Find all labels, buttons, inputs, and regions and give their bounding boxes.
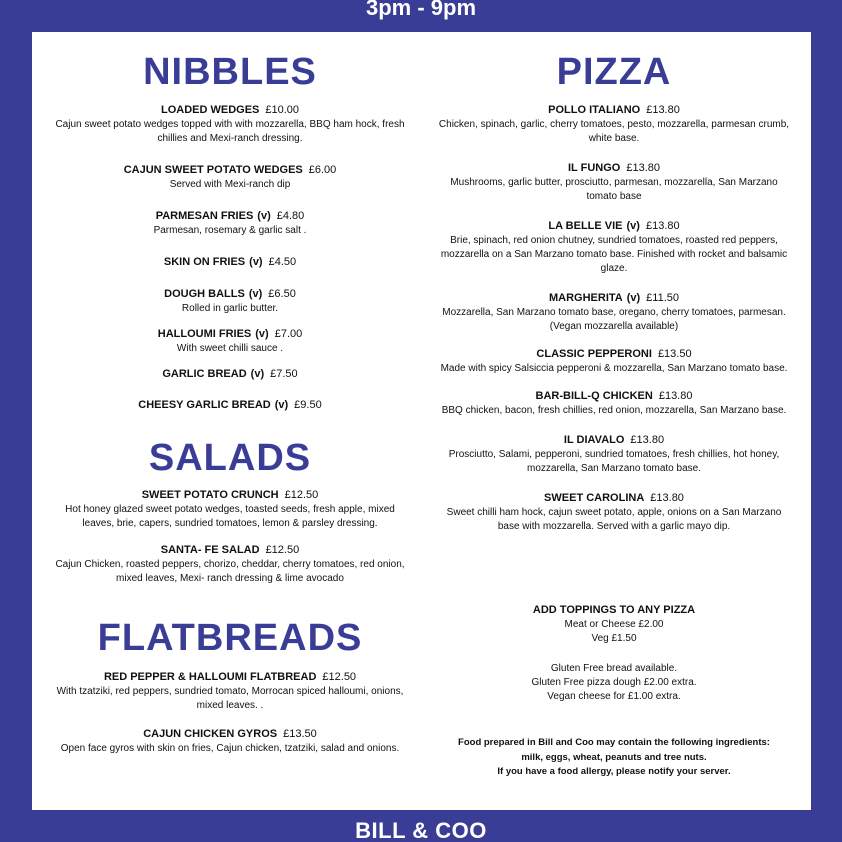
item-description: With sweet chilli sauce . [176, 343, 284, 354]
menu-item [54, 543, 406, 586]
menu-item [436, 219, 792, 276]
menu-item [54, 727, 406, 756]
menu-item [436, 347, 792, 376]
allergy-line-2: milk, eggs, wheat, peanuts and tree nuts. [521, 751, 707, 763]
menu-item-name [436, 389, 792, 404]
salads-title: SALADS [148, 437, 312, 479]
item-title: MARGHERITA [548, 292, 623, 304]
item-description: Prosciutto, Salami, pepperoni, sundried tomatoes, fresh chillies, hot honey, mozzarella, San Marzano tomato base. [448, 449, 780, 474]
item-description: Served with Mexi-ranch dip [169, 179, 291, 190]
allergy-line-3: If you have a food allergy, please notify your server. [497, 766, 731, 777]
item-title: LA BELLE VIE [548, 220, 623, 232]
item-price: £13.80 [630, 434, 665, 446]
item-price: £13.80 [645, 220, 680, 232]
brand-footer: BILL & COO [355, 818, 487, 842]
item-description: Chicken, spinach, garlic, cherry tomatoes, pesto, mozzarella, parmesan crumb, white base. [438, 119, 790, 144]
vegetarian-mark: (v) [257, 210, 271, 222]
item-title: PARMESAN FRIES [155, 210, 254, 222]
menu-panel [32, 32, 811, 810]
menu-item-name [54, 163, 406, 178]
item-description: BBQ chicken, bacon, fresh chillies, red onion, mozzarella, San Marzano base. [441, 405, 787, 416]
item-title: SWEET CAROLINA [544, 492, 645, 504]
item-description: With tzatziki, red peppers, sundried tomato, Morrocan spiced halloumi, onions, mixed leaves. . [56, 686, 404, 711]
menu-item [54, 103, 406, 146]
menu-item [54, 488, 406, 531]
menu-item [54, 209, 406, 238]
item-title: DOUGH BALLS [164, 288, 245, 300]
item-price: £11.50 [646, 292, 679, 304]
item-title: SWEET POTATO CRUNCH [141, 489, 279, 501]
item-title: SKIN ON FRIES [163, 256, 246, 268]
item-price: £6.50 [268, 288, 296, 300]
allergy-line-1: Food prepared in Bill and Coo may contain the following ingredients: [458, 737, 770, 748]
vegetarian-mark: (v) [255, 328, 269, 340]
toppings-meat: Meat or Cheese £2.00 [564, 619, 664, 630]
menu-item-name [436, 291, 792, 306]
menu-item-name [54, 367, 406, 382]
menu-item [54, 367, 406, 382]
item-title: CAJUN CHICKEN GYROS [143, 728, 278, 740]
nibbles-list [54, 103, 406, 413]
item-title: POLLO ITALIANO [548, 104, 641, 116]
menu-item [436, 161, 792, 204]
item-price: £4.80 [276, 210, 305, 222]
menu-item-name [436, 103, 792, 118]
menu-item-name [54, 398, 406, 413]
item-title: IL FUNGO [567, 162, 621, 174]
vegetarian-mark: (v) [274, 399, 289, 411]
item-description: Hot honey glazed sweet potato wedges, toasted seeds, fresh apple, mixed leaves, brie, capers, sundried tomatoes, lemon & parsley dressing. [65, 504, 395, 529]
pizza-list [436, 103, 792, 534]
menu-item [436, 389, 792, 418]
item-price: £12.50 [284, 489, 319, 501]
menu-item-name [54, 327, 406, 342]
menu-item-name [54, 209, 406, 224]
menu-item [54, 287, 406, 316]
menu-item-name [54, 287, 406, 302]
pizza-title: PIZZA [556, 51, 672, 93]
opening-hours: 3pm - 9pm [365, 0, 477, 20]
item-price: £4.50 [268, 256, 297, 268]
menu-item-name [54, 727, 406, 742]
menu-item-name [54, 255, 406, 270]
vegetarian-mark: (v) [250, 368, 265, 380]
item-title: CLASSIC PEPPERONI [536, 348, 652, 360]
flatbreads-list [54, 670, 406, 756]
item-price: £13.50 [283, 728, 317, 740]
vegetarian-mark: (v) [626, 220, 640, 232]
item-description: Brie, spinach, red onion chutney, sundried tomatoes, roasted red peppers, mozzarella on a San Marzano tomato base. Finished with rocket and balsamic glaze. [440, 235, 788, 274]
item-price: £12.50 [322, 671, 357, 683]
menu-item [54, 255, 406, 270]
item-description: Made with spicy Salsiccia pepperoni & mozzarella, San Marzano tomato base. [440, 363, 788, 374]
item-title: GARLIC BREAD [162, 368, 247, 380]
item-description: Parmesan, rosemary & garlic salt . [153, 225, 307, 236]
item-description: Mushrooms, garlic butter, prosciutto, parmesan, mozzarella, San Marzano tomato base [450, 177, 778, 202]
menu-item [436, 291, 792, 334]
item-description: Sweet chilli ham hock, cajun sweet potato, apple, onions on a San Marzano base with mozzarella. Served with a garlic mayo dip. [446, 507, 782, 532]
item-price: £9.50 [294, 399, 322, 411]
flatbreads-title: FLATBREADS [97, 617, 363, 659]
toppings-block [436, 603, 792, 646]
item-title: HALLOUMI FRIES [157, 328, 252, 340]
item-title: CAJUN SWEET POTATO WEDGES [123, 164, 303, 176]
item-price: £7.00 [274, 328, 303, 340]
menu-item-name [54, 543, 406, 558]
vegetarian-mark: (v) [626, 292, 641, 304]
item-price: £13.50 [657, 348, 692, 360]
salads-list [54, 488, 406, 586]
item-price: £13.80 [658, 390, 693, 402]
menu-item-name [54, 103, 406, 118]
gluten-line-1: Gluten Free bread available. [550, 663, 678, 674]
item-title: LOADED WEDGES [160, 104, 260, 116]
vegetarian-mark: (v) [249, 256, 263, 268]
menu-item-name [436, 491, 792, 506]
item-price: £13.80 [650, 492, 684, 504]
menu-item [54, 398, 406, 413]
toppings-title: ADD TOPPINGS TO ANY PIZZA [532, 604, 696, 616]
menu-item-name [54, 488, 406, 503]
gluten-line-3: Vegan cheese for £1.00 extra. [547, 691, 681, 702]
vegetarian-mark: (v) [248, 288, 263, 300]
item-description: Cajun Chicken, roasted peppers, chorizo, cheddar, cherry tomatoes, red onion, mixed leaves, Mexi- ranch dressing & lime avocado [55, 559, 405, 584]
menu-item-name [436, 347, 792, 362]
menu-item [436, 491, 792, 534]
item-price: £7.50 [270, 368, 298, 380]
menu-item [54, 163, 406, 192]
item-description: Rolled in garlic butter. [181, 303, 279, 314]
gluten-info [436, 662, 792, 704]
item-title: SANTA- FE SALAD [160, 544, 260, 556]
item-title: RED PEPPER & HALLOUMI FLATBREAD [103, 671, 317, 683]
menu-item [54, 670, 406, 713]
item-price: £13.80 [646, 104, 680, 116]
item-description: Open face gyros with skin on fries, Cajun chicken, tzatziki, salad and onions. [60, 743, 400, 754]
item-title: CHEESY GARLIC BREAD [138, 399, 271, 411]
item-price: £12.50 [265, 544, 300, 556]
nibbles-title: NIBBLES [143, 51, 317, 93]
item-title: IL DIAVALO [563, 434, 625, 446]
item-price: £6.00 [308, 164, 337, 176]
menu-item [436, 433, 792, 476]
item-title: BAR-BILL-Q CHICKEN [535, 390, 653, 402]
item-description: Mozzarella, San Marzano tomato base, oregano, cherry tomatoes, parmesan. (Vegan mozzarella available) [442, 307, 786, 332]
item-price: £10.00 [265, 104, 300, 116]
toppings-veg: Veg £1.50 [591, 633, 637, 644]
item-price: £13.80 [626, 162, 660, 174]
menu-item-name [436, 433, 792, 448]
menu-item-name [436, 161, 792, 176]
menu-item [54, 327, 406, 356]
menu-item-name [436, 219, 792, 234]
item-description: Cajun sweet potato wedges topped with with mozzarella, BBQ ham hock, fresh chillies and Mexi-ranch dressing. [55, 119, 405, 144]
gluten-line-2: Gluten Free pizza dough £2.00 extra. [531, 677, 697, 688]
menu-item [436, 103, 792, 146]
menu-item-name [54, 670, 406, 685]
allergy-notice [436, 736, 792, 780]
